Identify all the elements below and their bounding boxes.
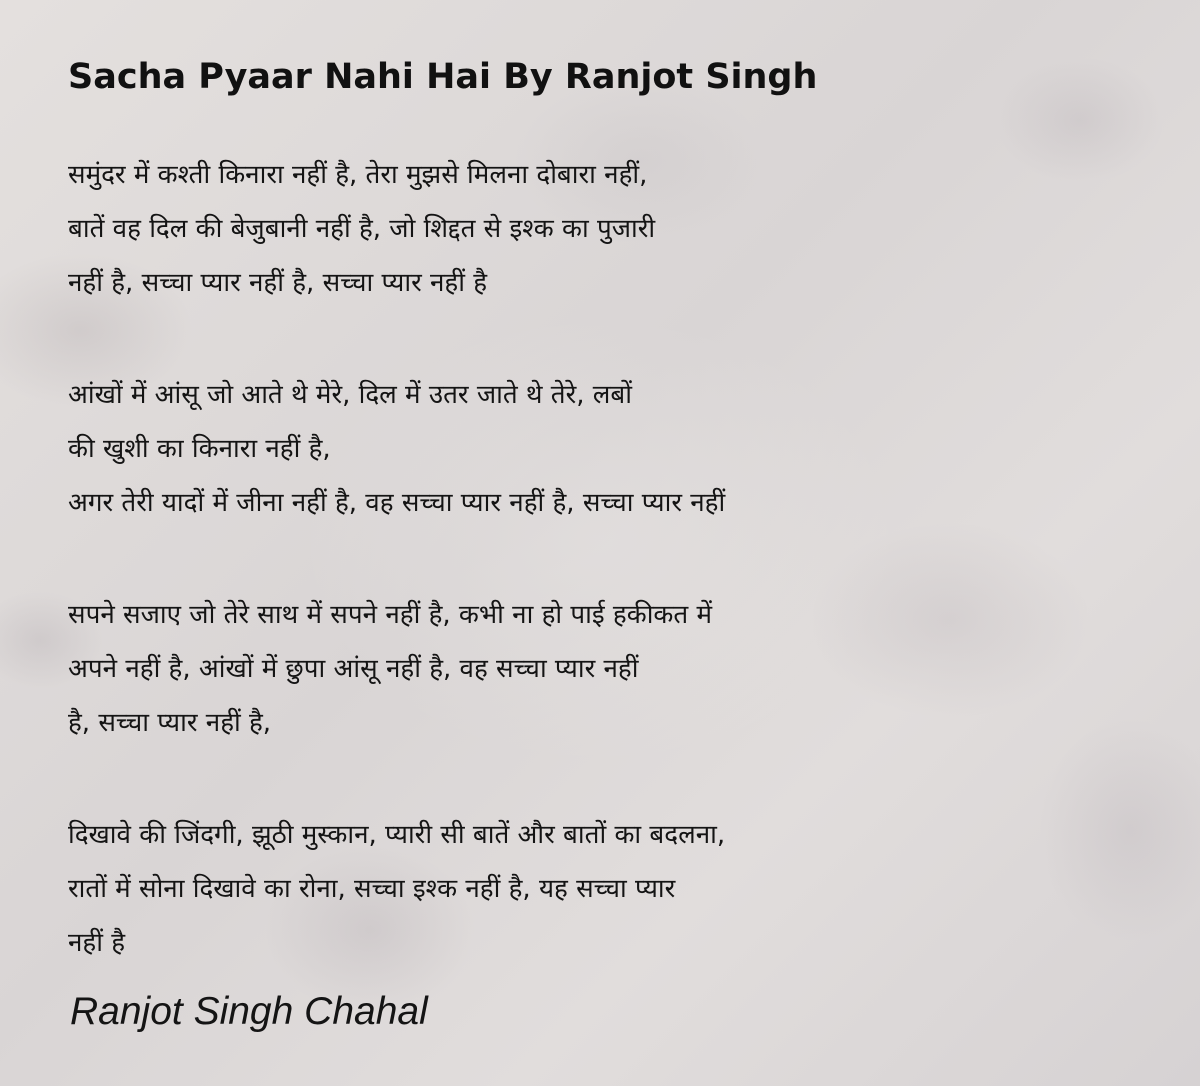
poem-card (68, 52, 1168, 1028)
poem-line: की खुशी का किनारा नहीं है, (68, 434, 331, 464)
poem-line: है, सच्चा प्यार नहीं है, (68, 708, 272, 738)
stanza-1 (68, 148, 1168, 310)
poem-line: अपने नहीं है, आंखों में छुपा आंसू नहीं है, वह सच्चा प्यार नहीं (68, 654, 639, 684)
poem-body (68, 148, 1168, 970)
poem-line: समुंदर में कश्ती किनारा नहीं है, तेरा मुझसे मिलना दोबारा नहीं, (68, 160, 648, 190)
stanza-3 (68, 588, 1168, 750)
poem-line: नहीं है (68, 928, 126, 958)
poem-line: नहीं है, सच्चा प्यार नहीं है, सच्चा प्यार नहीं है (68, 268, 488, 298)
poem-line: दिखावे की जिंदगी, झूठी मुस्कान, प्यारी सी बातें और बातों का बदलना, (68, 820, 726, 850)
poem-line: बातें वह दिल की बेजुबानी नहीं है, जो शिद्दत से इश्क का पुजारी (68, 214, 656, 244)
stanza-4 (68, 808, 1168, 970)
poem-line: अगर तेरी यादों में जीना नहीं है, वह सच्चा प्यार नहीं है, सच्चा प्यार नहीं (68, 488, 726, 518)
poem-line: रातों में सोना दिखावे का रोना, सच्चा इश्क नहीं है, यह सच्चा प्यार (68, 874, 676, 904)
poem-line: सपने सजाए जो तेरे साथ में सपने नहीं है, कभी ना हो पाई हकीकत में (68, 600, 713, 630)
poem-line: आंखों में आंसू जो आते थे मेरे, दिल में उतर जाते थे तेरे, लबों (68, 380, 632, 410)
poem-title: Sacha Pyaar Nahi Hai By Ranjot Singh (68, 57, 818, 97)
poem-author: Ranjot Singh Chahal (70, 990, 428, 1033)
stanza-2 (68, 368, 1168, 530)
